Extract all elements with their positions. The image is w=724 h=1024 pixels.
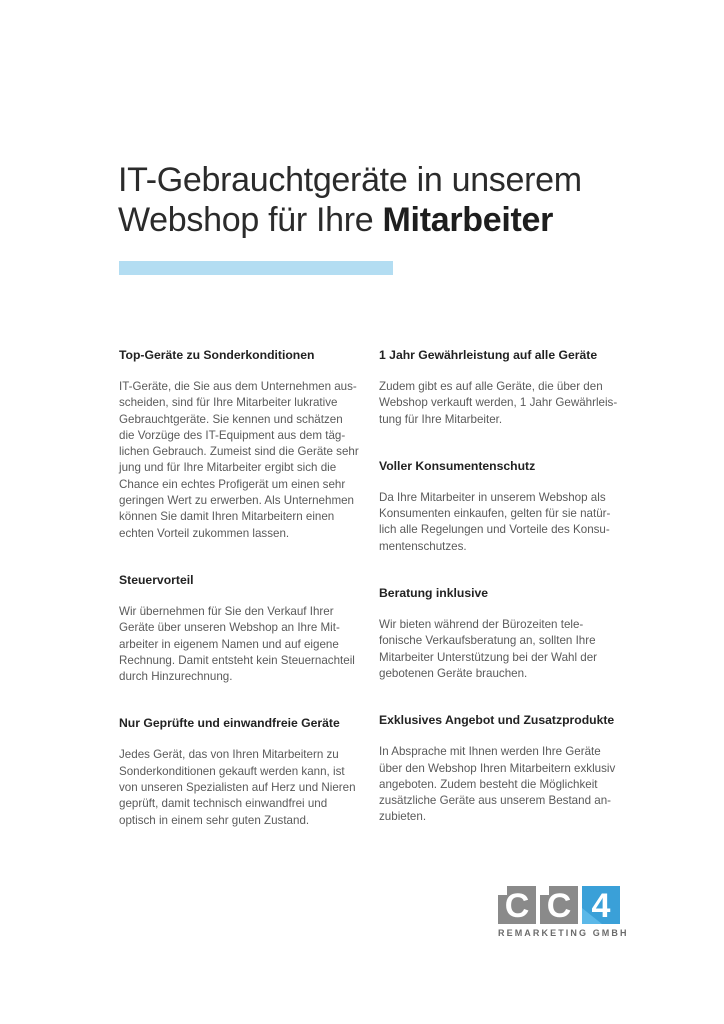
body-line: mentenschutzes. [379,539,467,553]
body-line: Chance ein echtes Profigerät um einen sehr [119,477,346,491]
body-line: Webshop verkauft werden, 1 Jahr Gewährleis- [379,396,618,410]
body-line: Mitarbeiter Unterstützung bei der Wahl der [379,650,598,664]
title-line-2: Webshop für Ihre [118,201,383,239]
body-line: jung und für Ihre Mitarbeiter ergibt sich die [119,461,337,475]
body-line: von unseren Spezialisten auf Herz und Nieren [119,781,356,795]
body-line: Gebrauchtgeräte. Sie kennen und schätzen [119,412,343,426]
body-line: geringen Wert zu erwerben. Als Unternehmen [119,494,355,508]
page-title [118,160,638,240]
body-line: angeboten. Zudem besteht die Möglichkeit [379,777,598,791]
section-exklusives-angebot [379,711,617,825]
section-gewaehrleistung [379,346,617,428]
section-body [119,379,357,542]
section-gepruefte-geraete [119,714,357,828]
section-body [119,604,357,685]
logo-tagline: REMARKETING GMBH [498,928,629,938]
body-line: Geräte über unseren Webshop an Ihre Mit- [119,621,340,635]
body-line: zusätzliche Geräte aus unserem Bestand an- [379,794,611,808]
section-heading: Nur Geprüfte und einwandfreie Geräte [119,716,340,731]
section-body [379,744,617,825]
body-line: die Vorzüge des IT-Equipment aus dem täg- [119,428,346,442]
company-logo [498,886,629,942]
section-body [379,617,617,682]
body-line: echten Vorteil zukommen lassen. [119,526,290,540]
logo-blocks [498,886,624,926]
body-line: arbeiter in eigenem Namen und auf eigene [119,637,339,651]
body-line: Da Ihre Mitarbeiter in unserem Webshop als [379,490,606,504]
body-line: lich alle Regelungen und Vorteile des Konsu- [379,523,610,537]
title-line-1: IT-Gebrauchtgeräte in unserem [118,161,582,199]
logo-letter-3: 4 [591,887,611,925]
body-line: Zudem gibt es auf alle Geräte, die über den [379,380,603,393]
section-steuervorteil [119,571,357,685]
body-line: Wir übernehmen für Sie den Verkauf Ihrer [119,604,334,618]
body-line: Jedes Gerät, das von Ihren Mitarbeitern zu [119,748,339,762]
section-heading: Voller Konsumentenschutz [379,458,536,473]
body-line: Rechnung. Damit entsteht kein Steuernachteil [119,653,355,667]
section-top-geraete [119,346,357,542]
logo-letter-1: C [504,887,530,925]
right-column [379,346,617,826]
section-body [379,490,617,555]
body-line: optisch in einem sehr guten Zustand. [119,813,310,827]
left-column [119,346,357,829]
body-line: über den Webshop Ihren Mitarbeitern exklusiv [379,761,616,775]
body-line: lichen Gebrauch. Zumeist sind die Geräte sehr [119,445,359,459]
body-line: Wir bieten während der Bürozeiten tele- [379,618,584,632]
body-line: zubieten. [379,810,427,824]
accent-bar [119,261,393,275]
section-beratung [379,584,617,682]
body-line: In Absprache mit Ihnen werden Ihre Geräte [379,745,601,759]
body-line: IT-Geräte, die Sie aus dem Unternehmen aus- [119,380,357,393]
logo-letter-2: C [546,887,572,925]
body-line: Konsumenten einkaufen, gelten für sie natür- [379,507,611,521]
body-line: tung für Ihre Mitarbeiter. [379,412,503,426]
section-body [119,747,357,828]
section-heading: 1 Jahr Gewährleistung auf alle Geräte [379,348,598,362]
body-line: geprüft, damit technisch einwandfrei und [119,797,328,811]
body-line: gebotenen Geräte brauchen. [379,666,528,680]
body-line: durch Hinzurechnung. [119,670,233,684]
section-heading: Steuervorteil [119,572,194,587]
section-heading: Top-Geräte zu Sonderkonditionen [119,348,315,362]
body-line: fonische Verkaufsberatung an, sollten Ihre [379,634,596,648]
section-konsumentenschutz [379,457,617,555]
body-line: können Sie damit Ihren Mitarbeitern einen [119,510,335,524]
title-line-2-bold: Mitarbeiter [382,201,554,239]
section-heading: Exklusives Angebot und Zusatzprodukte [379,713,615,728]
body-line: scheiden, sind für Ihre Mitarbeiter lukrative [119,396,338,410]
body-line: Sonderkonditionen gekauft werden kann, ist [119,764,345,778]
section-body [379,379,617,428]
section-heading: Beratung inklusive [379,586,489,601]
